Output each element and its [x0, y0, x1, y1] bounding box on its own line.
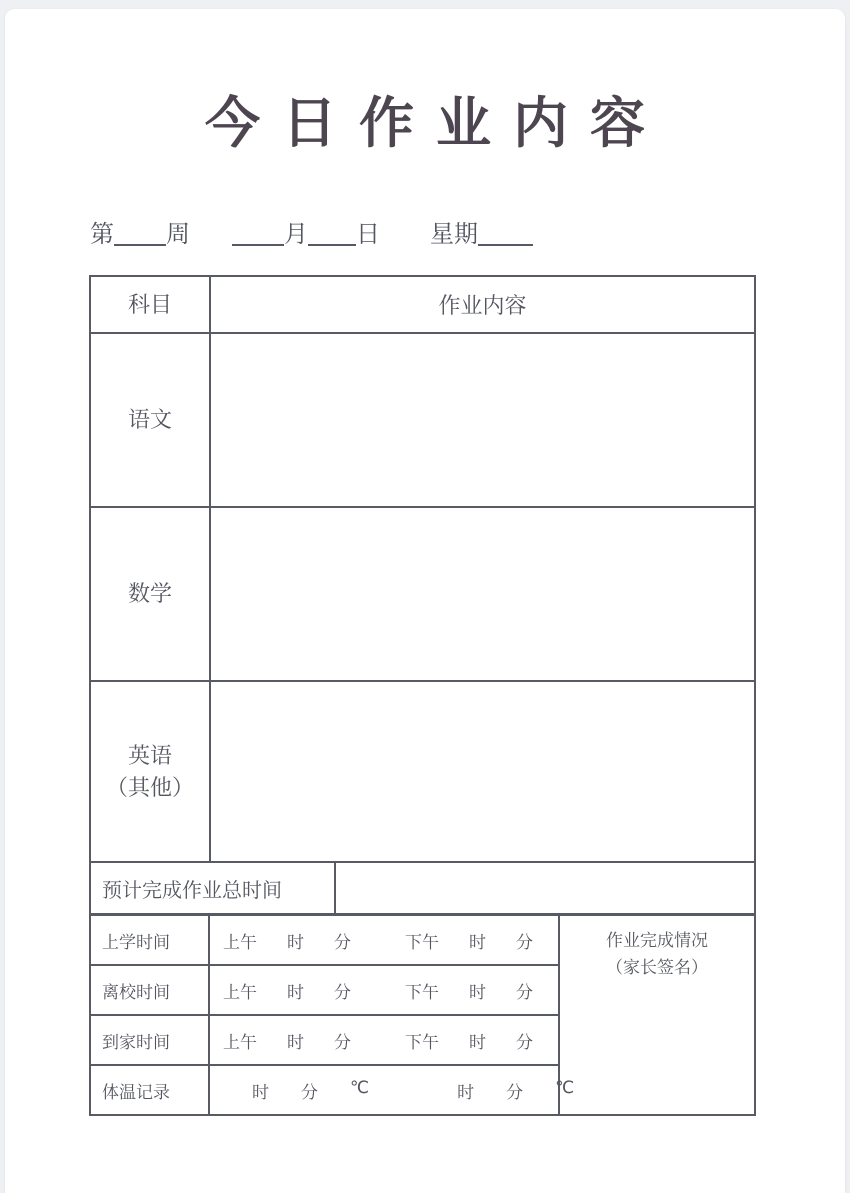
time-token: 上午 [223, 932, 257, 952]
table-row [90, 507, 755, 681]
time-token: 上午 [223, 982, 257, 1002]
weekday-label: 星期 [430, 221, 478, 248]
time-cell-leave-school[interactable] [209, 965, 559, 1015]
time-token: 上午 [223, 1032, 257, 1052]
schedule-label-temperature: 体温记录 [90, 1065, 209, 1115]
celsius-unit: ℃ [350, 1077, 370, 1097]
estimate-label: 预计完成作业总时间 [90, 862, 335, 914]
time-token: 时 [469, 1032, 486, 1052]
date-prefix-label: 第 [90, 221, 114, 248]
time-token: 时 [287, 1032, 304, 1052]
time-cell-temperature[interactable] [209, 1065, 575, 1115]
time-token: 时 [469, 982, 486, 1002]
time-token: 时 [287, 982, 304, 1002]
time-token: 分 [334, 1032, 351, 1052]
table-row [90, 681, 755, 862]
time-token: 分 [334, 982, 351, 1002]
subject-cell-math: 数学 [90, 507, 210, 681]
celsius-unit: ℃ [555, 1077, 575, 1097]
table-row [90, 333, 755, 507]
content-cell-chinese[interactable] [210, 333, 755, 507]
time-token: 下午 [405, 982, 439, 1002]
time-token: 下午 [405, 1032, 439, 1052]
time-token: 分 [516, 932, 533, 952]
subject-cell-english [90, 681, 210, 862]
schedule-label-arrive-school: 上学时间 [90, 915, 209, 965]
week-label: 周 [166, 221, 190, 248]
time-token: 分 [334, 932, 351, 952]
subject-cell-chinese: 语文 [90, 333, 210, 507]
day-label: 日 [356, 221, 380, 248]
time-token: 时 [457, 1082, 475, 1102]
month-blank[interactable] [232, 222, 284, 246]
content-cell-math[interactable] [210, 507, 755, 681]
day-blank[interactable] [308, 222, 356, 246]
schedule-label-arrive-home: 到家时间 [90, 1015, 209, 1065]
content-column-header: 作业内容 [210, 276, 755, 333]
schedule-label-leave-school: 离校时间 [90, 965, 209, 1015]
estimate-table [89, 861, 756, 915]
signature-cell-line1: 作业完成情况 [606, 931, 708, 950]
subject-english-line2: （其他） [105, 774, 194, 800]
weekday-blank[interactable] [478, 222, 533, 246]
time-token: 时 [287, 932, 304, 952]
content-cell-english[interactable] [210, 681, 755, 862]
time-token: 分 [301, 1082, 318, 1102]
signature-cell-line2: （家长签名） [606, 958, 708, 977]
time-cell-arrive-home[interactable] [209, 1015, 559, 1065]
time-token: 分 [516, 982, 533, 1002]
time-cell-arrive-school[interactable] [209, 915, 559, 965]
time-token: 分 [506, 1082, 524, 1102]
schedule-row [90, 915, 755, 965]
table-row [90, 862, 755, 914]
week-number-blank[interactable] [114, 222, 166, 246]
subject-english-line1: 英语 [127, 742, 172, 768]
homework-table [89, 275, 756, 863]
homework-table-header-row [90, 276, 755, 333]
time-token: 时 [252, 1082, 269, 1102]
form-page [5, 9, 845, 1193]
month-label: 月 [284, 221, 308, 248]
date-line [90, 214, 845, 249]
time-token: 下午 [405, 932, 439, 952]
schedule-table [89, 914, 756, 1116]
subject-column-header: 科目 [90, 276, 210, 333]
time-token: 时 [469, 932, 486, 952]
estimate-value-cell[interactable] [335, 862, 755, 914]
time-token: 分 [516, 1032, 533, 1052]
form-title: 今日作业内容 [204, 90, 667, 155]
